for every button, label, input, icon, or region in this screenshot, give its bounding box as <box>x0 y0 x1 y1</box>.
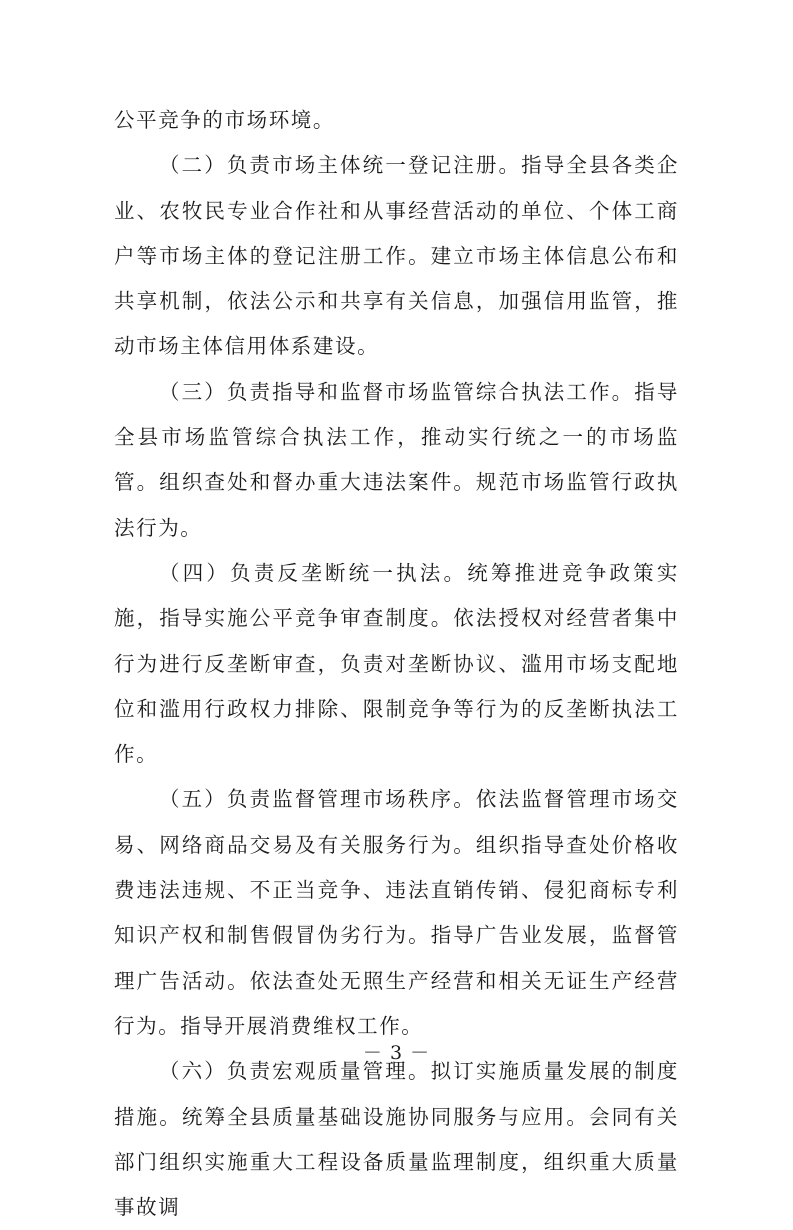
paragraph-continuation: 公平竞争的市场环境。 <box>114 108 335 132</box>
paragraph-6: （六）负责宏观质量管理。拟订实施质量发展的制度措施。统筹全县质量基础设施协同服务与应用。会同有关部门组织实施重大工程设备质量监理制度，组织重大质量事故调 <box>114 1059 679 1220</box>
paragraph-2: （二）负责市场主体统一登记注册。指导全县各类企业、农牧民专业合作社和从事经营活动的单位、个体工商户等市场主体的登记注册工作。建立市场主体信息公布和共享机制，依法公示和共享有关信息，加强信用监管，推动市场主体信用体系建设。 <box>114 153 679 359</box>
paragraph-3: （三）负责指导和监督市场监管综合执法工作。指导全县市场监管综合执法工作，推动实行统之一的市场监管。组织查处和督办重大违法案件。规范市场监管行政执法行为。 <box>114 379 679 540</box>
page-number: － 3 － <box>362 1042 431 1064</box>
paragraph-4: （四）负责反垄断统一执法。统筹推进竞争政策实施，指导实施公平竞争审查制度。依法授权对经营者集中行为进行反垄断审查，负责对垄断协议、滥用市场支配地位和滥用行政权力排除、限制竞争等行为的反垄断执法工作。 <box>114 560 679 767</box>
paragraph-5: （五）负责监督管理市场秩序。依法监督管理市场交易、网络商品交易及有关服务行为。组织指导查处价格收费违法违规、不正当竞争、违法直销传销、侵犯商标专利知识产权和制售假冒伪劣行为。指导广告业发展，监督管理广告活动。依法查处无照生产经营和相关无证生产经营行为。指导开展消费维权工作。 <box>114 787 679 1038</box>
